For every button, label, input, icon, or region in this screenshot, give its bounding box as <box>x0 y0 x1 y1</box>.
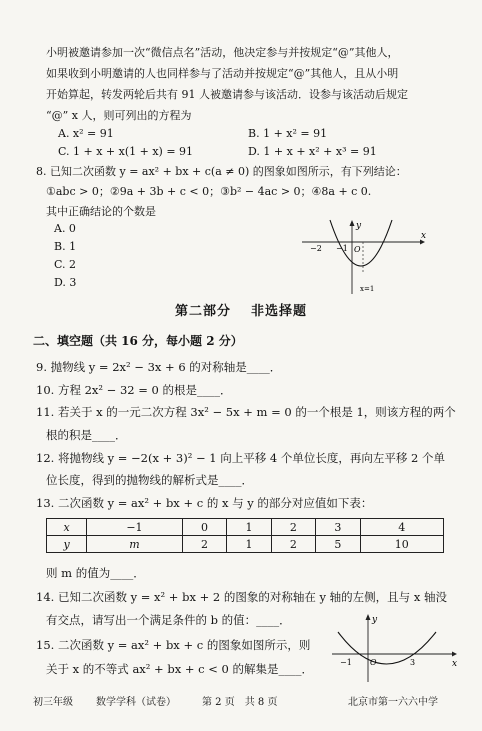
q7-line-1: 小明被邀请参加一次“微信点名”活动，他决定参与并按规定“@”其他人， <box>46 46 399 59</box>
q7-option-c: C. 1 + x + x(1 + x) = 91 <box>58 145 194 158</box>
q9-text: 9. 抛物线 y = 2x² − 3x + 6 的对称轴是____． <box>36 360 282 374</box>
q7-option-d: D. 1 + x + x² + x³ = 91 <box>248 145 377 158</box>
table-cell: −1 <box>87 519 183 536</box>
q8-line-2: ①abc > 0；②9a + 3b + c < 0；③b² − 4ac > 0；④8a + c 0. <box>46 185 372 198</box>
q8-tick-neg1: −1 <box>336 244 348 253</box>
q8-x-label: x <box>421 231 427 241</box>
q7-option-a: A. x² = 91 <box>58 127 114 140</box>
q15-x-label: x <box>452 659 458 669</box>
q11-line-1: 11. 若关于 x 的一元二次方程 3x² − 5x + m = 0 的一个根是 1，则该方程的两个 <box>36 405 456 419</box>
q12-line-2: 位长度，得到的抛物线的解析式是____． <box>46 473 253 487</box>
table-cell: 4 <box>360 519 443 536</box>
q14-line-2: 有交点，请写出一个满足条件的 b 的值：____． <box>46 613 291 627</box>
table-cell: 2 <box>271 519 315 536</box>
table-cell: y <box>47 536 87 553</box>
q11-line-2: 根的积是____． <box>46 428 127 442</box>
q8-origin-label: O <box>354 245 361 254</box>
q8-option-a: A. 0 <box>54 222 76 235</box>
q15-tick-neg1: −1 <box>340 658 352 667</box>
q7-line-3: 开始算起，转发两轮后共有 91 人被邀请参与该活动．设参与该活动后规定 <box>46 88 408 101</box>
q15-line-2: 关于 x 的不等式 ax² + bx + c < 0 的解集是____． <box>46 662 314 676</box>
q13-line-1: 13. 二次函数 y = ax² + bx + c 的 x 与 y 的部分对应值如下表： <box>36 496 373 510</box>
footer-school: 北京市第一六六中学 <box>348 697 438 708</box>
table-cell: x <box>47 519 87 536</box>
table-cell: m <box>87 536 183 553</box>
footer-grade: 初三年级 <box>33 697 73 708</box>
q10-text: 10. 方程 2x² − 32 = 0 的根是____． <box>36 383 232 397</box>
q13-value-table <box>46 518 444 553</box>
q14-line-1: 14. 已知二次函数 y = x² + bx + 2 的图象的对称轴在 y 轴的左侧，且与 x 轴没 <box>36 590 447 604</box>
q15-line-1: 15. 二次函数 y = ax² + bx + c 的图象如图所示，则 <box>36 638 311 652</box>
q8-option-c: C. 2 <box>54 258 77 271</box>
fill-in-heading: 二、填空题（共 16 分，每小题 2 分） <box>33 334 243 348</box>
q8-y-label: y <box>356 221 362 231</box>
section-part: 第二部分 <box>174 304 231 319</box>
q8-tick-neg2: −2 <box>310 244 322 253</box>
table-cell: 2 <box>271 536 315 553</box>
q8-line-3: 其中正确结论的个数是 <box>46 205 156 218</box>
table-cell: 1 <box>227 519 271 536</box>
section-type: 非选择题 <box>251 304 308 319</box>
table-cell: 0 <box>182 519 226 536</box>
q15-tick-3: 3 <box>410 658 416 667</box>
table-row <box>47 536 444 553</box>
q7-line-2: 如果收到小明邀请的人也同样参与了活动并按规定“@”其他人，且从小明 <box>46 67 399 80</box>
table-cell: 10 <box>360 536 443 553</box>
q13-line-2: 则 m 的值为____． <box>46 566 145 580</box>
q8-line-1: 8. 已知二次函数 y = ax² + bx + c(a ≠ 0) 的图象如图所示，有下列结论： <box>36 165 407 178</box>
q15-y-label: y <box>372 615 378 625</box>
table-cell: 1 <box>227 536 271 553</box>
q12-line-1: 12. 将抛物线 y = −2(x + 3)² − 1 向上平移 4 个单位长度，再向左平移 2 个单 <box>36 451 445 465</box>
q15-origin-label: O <box>370 658 377 667</box>
table-cell: 2 <box>182 536 226 553</box>
footer-subject: 数学学科（试卷） <box>96 697 176 708</box>
q8-y-arrow-icon <box>350 220 355 226</box>
q15-parabola-graph <box>330 612 460 684</box>
q15-x-arrow-icon <box>452 652 457 657</box>
q7-option-b: B. 1 + x² = 91 <box>248 127 328 140</box>
q8-parabola-graph <box>298 218 428 296</box>
section-title <box>0 300 482 319</box>
q8-option-b: B. 1 <box>54 240 77 253</box>
table-cell: 3 <box>316 519 360 536</box>
q8-vertex-label: x=1 <box>360 285 375 293</box>
table-cell: 5 <box>316 536 360 553</box>
q8-option-d: D. 3 <box>54 276 77 289</box>
footer-page-number: 第 2 页 共 8 页 <box>202 697 278 708</box>
q7-line-4: “@” x 人，则可列出的方程为 <box>46 109 192 122</box>
table-row <box>47 519 444 536</box>
q15-y-arrow-icon <box>366 614 371 620</box>
q15-parabola-curve <box>338 632 436 664</box>
